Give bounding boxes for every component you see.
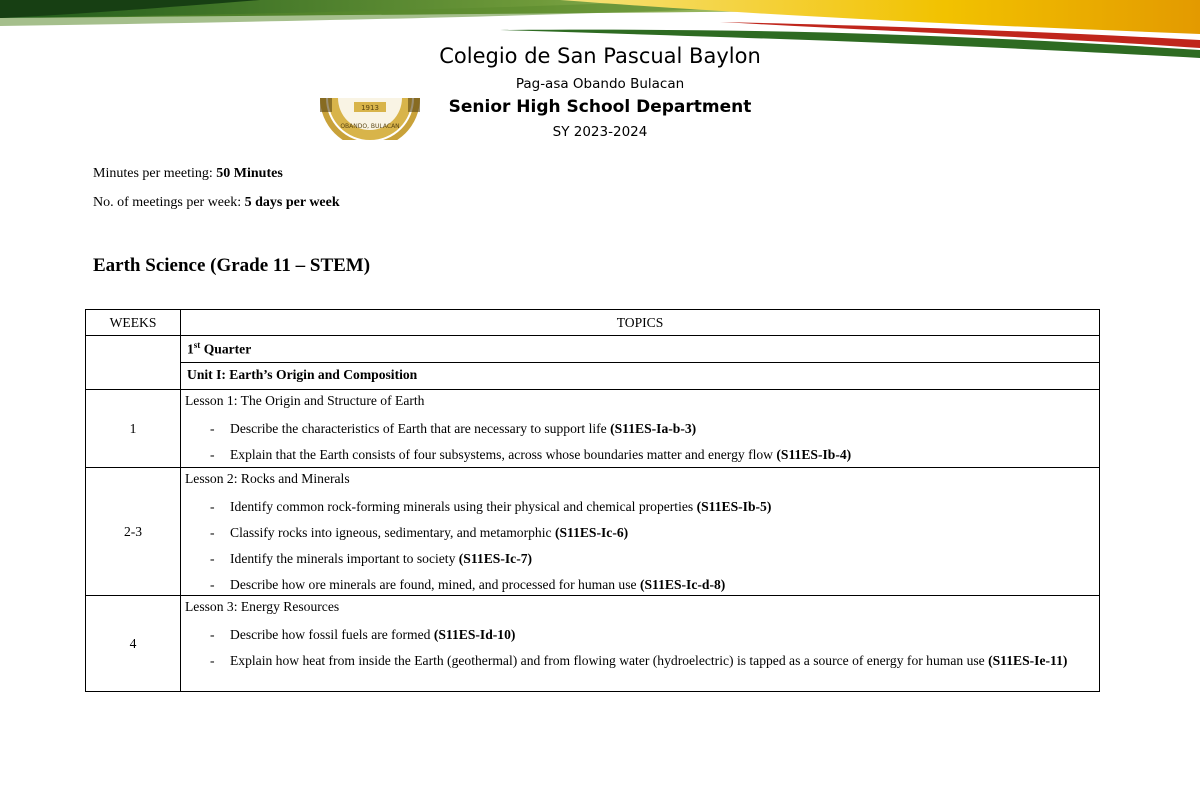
curriculum-table [85,309,1100,692]
quarter-row [86,336,1100,363]
objective-item: - Classify rocks into igneous, sedimentary, and metamorphic (S11ES-Ic-6) [210,525,629,540]
quarter-label: 1st Quarter [181,336,1100,363]
school-address: Pag-asa Obando Bulacan [515,76,685,92]
objective-item: - Identify common rock-forming minerals using their physical and chemical properties (S11ES-Ib-5) [210,499,772,514]
objective-item: - Describe how ore minerals are found, mined, and processed for human use (S11ES-Ic-d-8) [210,577,726,592]
meetings-value: 5 days per week [244,195,340,210]
meetings-per-week [93,195,340,211]
subject-title: Earth Science (Grade 11 – STEM) [93,255,371,276]
weeks-column-header: WEEKS [86,310,181,336]
lesson-cell [181,468,1100,596]
department-name: Senior High School Department [448,97,752,117]
objective-item: - Describe how fossil fuels are formed (S11ES-Id-10) [210,627,516,642]
minutes-value: 50 Minutes [216,166,283,181]
week-cell: 2-3 [86,468,181,596]
meetings-label: No. of meetings per week: [93,195,245,210]
objective-item: - Identify the minerals important to society (S11ES-Ic-7) [210,551,533,566]
school-year: SY 2023-2024 [552,124,648,140]
objective-item: - Describe the characteristics of Earth that are necessary to support life (S11ES-Ia-b-3) [210,421,697,436]
topics-column-header: TOPICS [181,310,1100,336]
seal-year: 1913 [361,104,379,112]
table-row [86,468,1100,596]
school-name: Colegio de San Pascual Baylon [439,44,761,68]
minutes-label: Minutes per meeting: [93,166,217,181]
week-cell: 1 [86,390,181,468]
seal-text: OBANDO, BULACAN [340,123,400,130]
table-row [86,390,1100,468]
objective-item: - Explain that the Earth consists of four subsystems, across whose boundaries matter and energy flow (S11ES-Ib-4) [210,447,852,462]
lesson-cell [181,390,1100,468]
week-cell: 4 [86,596,181,692]
table-header-row [86,310,1100,336]
unit-row [86,363,1100,390]
unit-label: Unit I: Earth’s Origin and Composition [181,363,1100,390]
empty-week-cell [86,336,181,390]
minutes-per-meeting [93,166,283,182]
objective-item: - Explain how heat from inside the Earth (geothermal) and from flowing water (hydroelectric) is tapped as a source of energy for human use (S11ES-Ie-11) [210,653,1068,668]
lesson-title: Lesson 2: Rocks and Minerals [185,471,350,486]
lesson-cell [181,596,1100,692]
lesson-title: Lesson 1: The Origin and Structure of Earth [185,393,425,408]
lesson-title: Lesson 3: Energy Resources [185,599,340,614]
table-row [86,596,1100,692]
